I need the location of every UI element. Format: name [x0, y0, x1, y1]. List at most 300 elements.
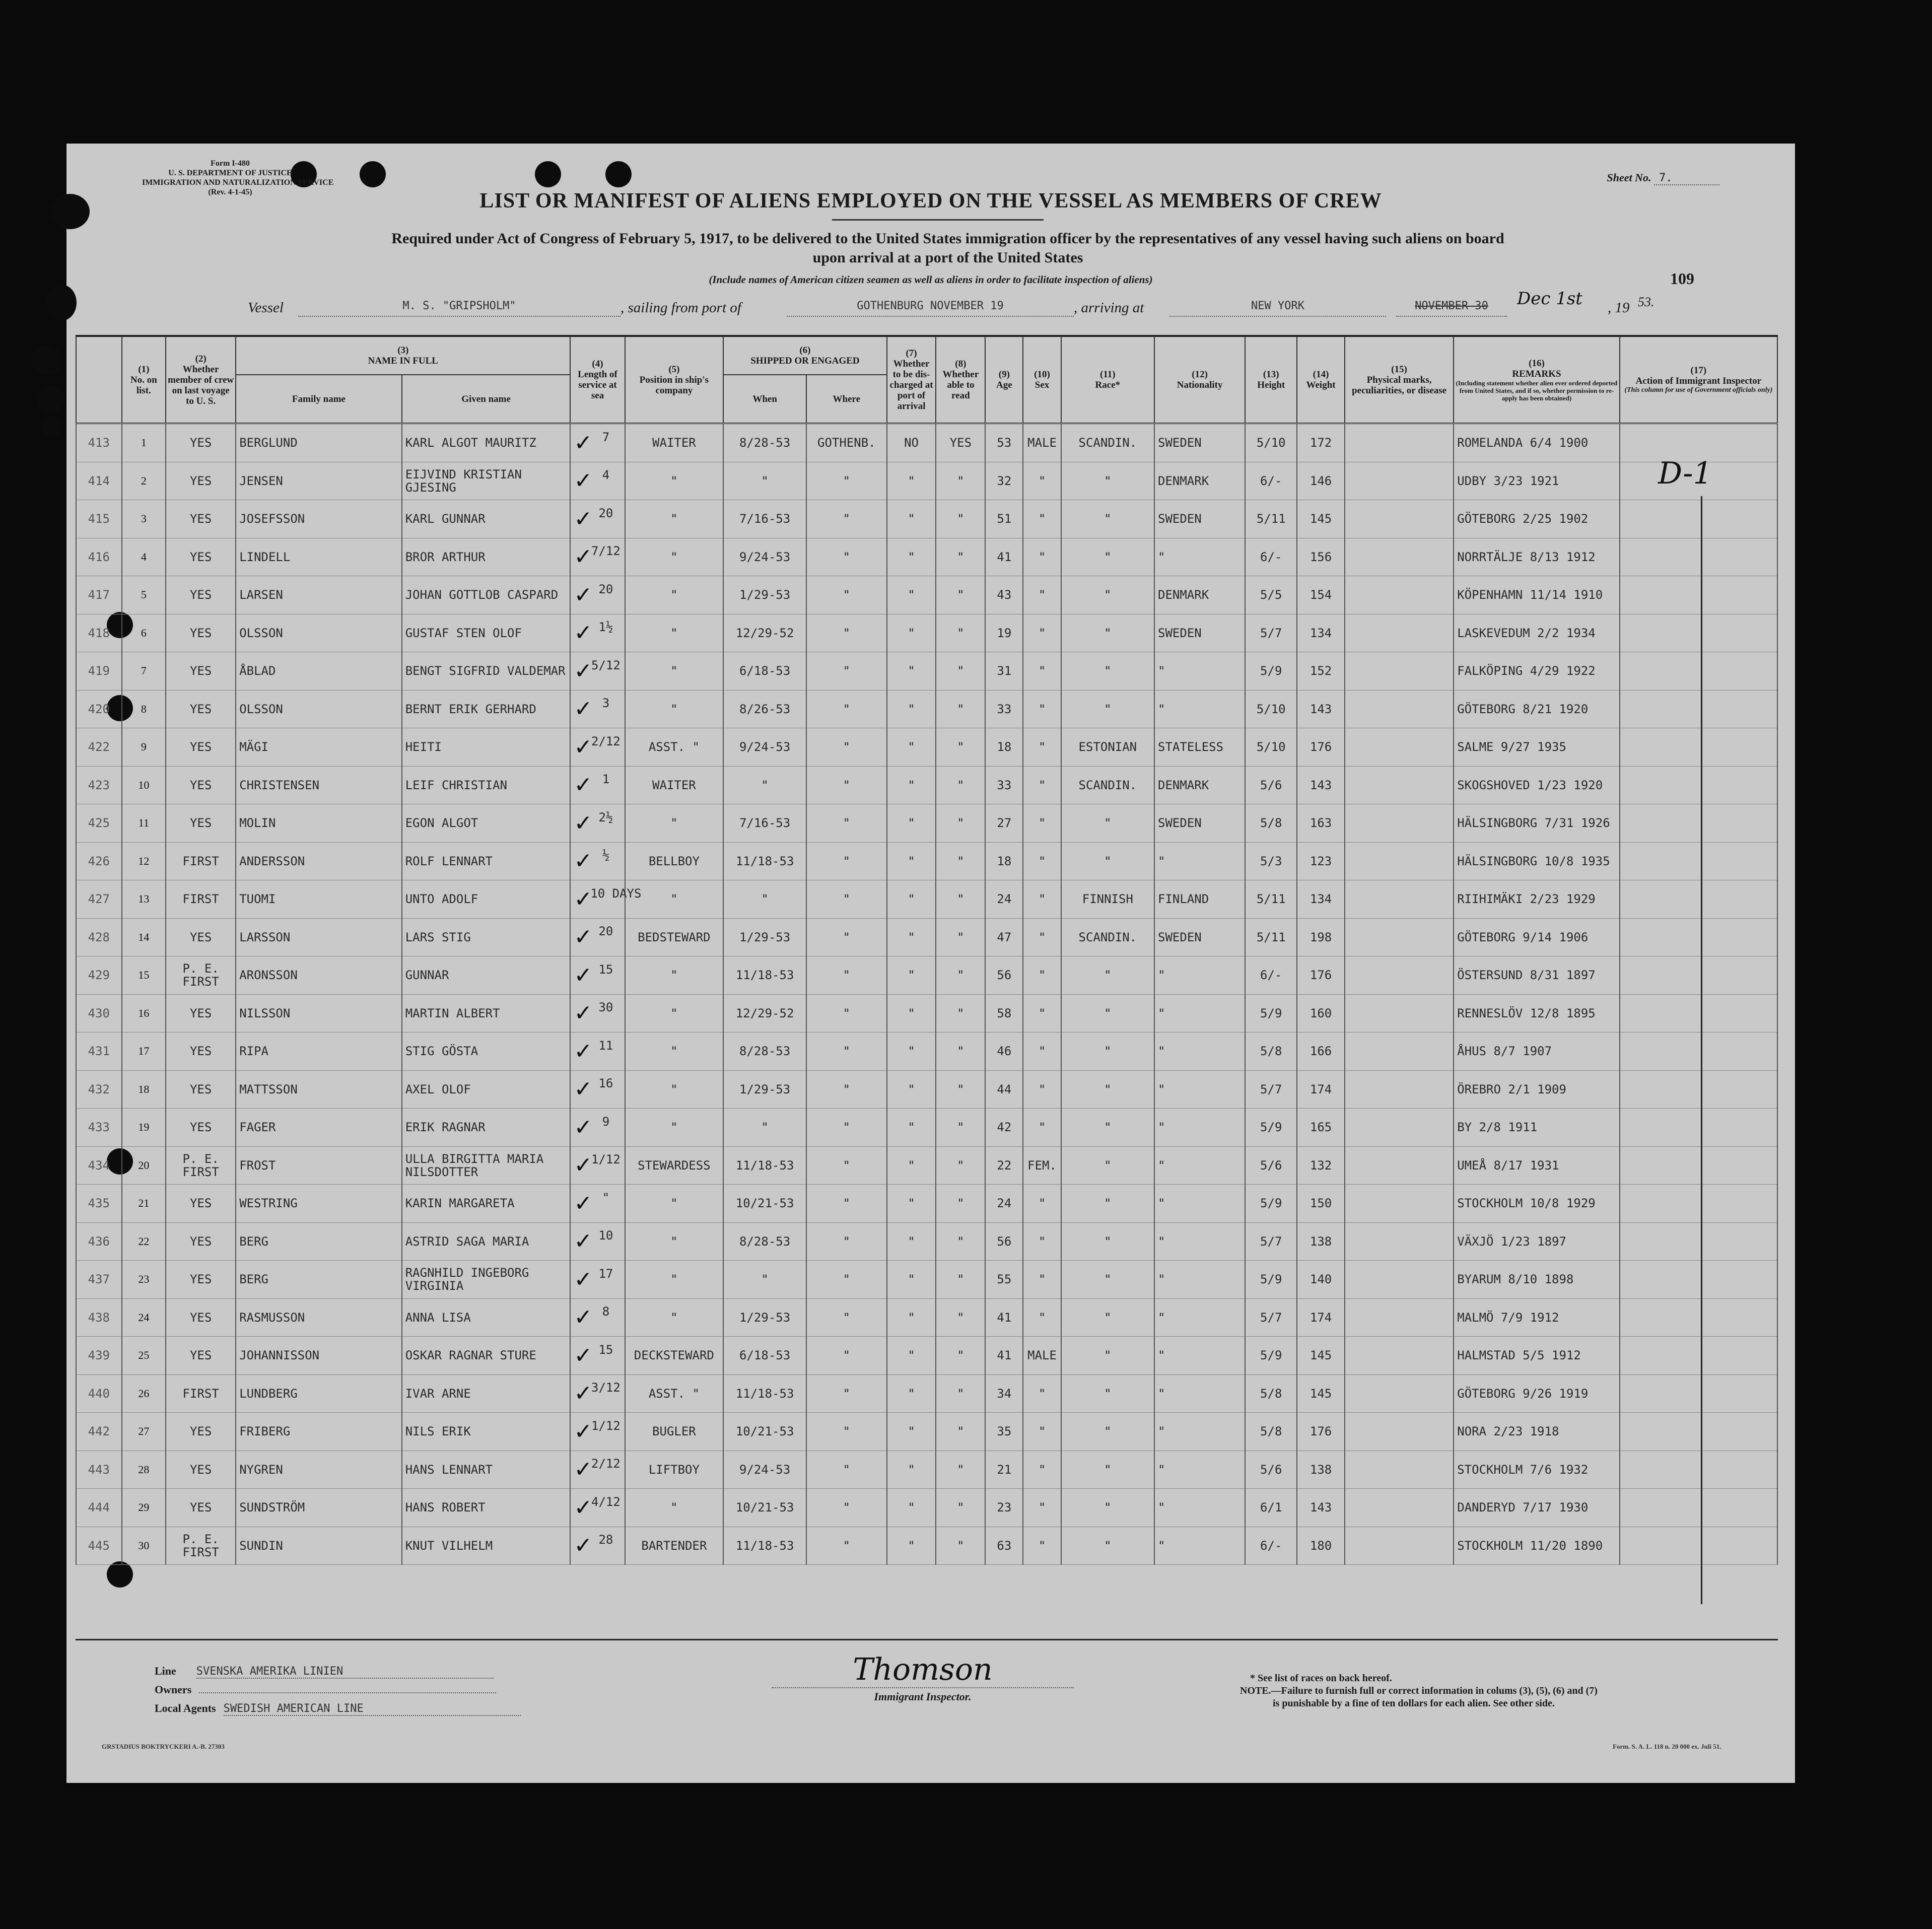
- nationality-cell: ": [1154, 1527, 1245, 1565]
- discharged-cell: NO: [887, 424, 936, 462]
- inspector-action-cell: [1620, 1222, 1777, 1261]
- inspector-action-cell: [1620, 918, 1777, 956]
- age-cell: 27: [985, 804, 1023, 843]
- crew-status-cell: YES: [166, 766, 236, 804]
- punch-hole: [40, 416, 61, 437]
- position-cell: ": [625, 1032, 724, 1071]
- shipped-when-cell: 10/21-53: [723, 1413, 806, 1451]
- weight-cell: 198: [1297, 918, 1345, 956]
- age-cell: 24: [985, 1185, 1023, 1223]
- shipped-when-cell: 9/24-53: [723, 728, 806, 767]
- col-2-header: (2) Whether member of crew on last voyage to U. S.: [166, 337, 236, 424]
- height-cell: 6/-: [1245, 956, 1297, 995]
- nationality-cell: ": [1154, 842, 1245, 880]
- list-number-cell: 18: [122, 1070, 166, 1109]
- sheet-value: 7.: [1654, 172, 1719, 185]
- physical-marks-cell: [1345, 1489, 1454, 1527]
- family-name-cell: LARSSON: [236, 918, 402, 956]
- table-row: [76, 690, 1777, 728]
- nationality-cell: DENMARK: [1154, 462, 1245, 500]
- family-name-cell: MATTSSON: [236, 1070, 402, 1109]
- given-name-cell: KARIN MARGARETA: [402, 1185, 571, 1223]
- height-cell: 5/9: [1245, 1337, 1297, 1375]
- shipped-where-cell: ": [806, 1451, 887, 1489]
- crew-manifest-table: [76, 335, 1778, 1640]
- table-row: [76, 576, 1777, 614]
- remarks-cell: HALMSTAD 5/5 1912: [1454, 1337, 1620, 1375]
- col-14-header: (14) Weight: [1297, 337, 1345, 424]
- remarks-cell: BY 2/8 1911: [1454, 1109, 1620, 1147]
- given-name-cell: HANS ROBERT: [402, 1489, 571, 1527]
- remarks-cell: DANDERYD 7/17 1930: [1454, 1489, 1620, 1527]
- serial-number-cell: 423: [76, 766, 122, 804]
- race-cell: ": [1061, 1185, 1154, 1223]
- inspector-action-cell: [1620, 956, 1777, 995]
- given-name-cell: GUSTAF STEN OLOF: [402, 614, 571, 652]
- given-name-header: Given name: [402, 375, 571, 424]
- able-to-read-cell: ": [936, 538, 985, 576]
- age-cell: 35: [985, 1413, 1023, 1451]
- sex-cell: ": [1023, 1298, 1061, 1337]
- race-cell: ": [1061, 538, 1154, 576]
- age-cell: 51: [985, 500, 1023, 538]
- given-name-cell: AXEL OLOF: [402, 1070, 571, 1109]
- given-name-cell: OSKAR RAGNAR STURE: [402, 1337, 571, 1375]
- check-mark-icon: ✓: [574, 772, 593, 798]
- height-cell: 5/5: [1245, 576, 1297, 614]
- sex-cell: ": [1023, 614, 1061, 652]
- list-number-cell: 8: [122, 690, 166, 728]
- discharged-cell: ": [887, 1261, 936, 1299]
- length-of-service-value: 10 DAYS: [590, 886, 642, 901]
- family-name-cell: ARONSSON: [236, 956, 402, 995]
- shipped-when-cell: 9/24-53: [723, 1451, 806, 1489]
- check-mark-icon: ✓: [574, 1228, 593, 1255]
- crew-status-cell: YES: [166, 804, 236, 843]
- height-cell: 5/10: [1245, 690, 1297, 728]
- weight-cell: 150: [1297, 1185, 1345, 1223]
- age-cell: 33: [985, 766, 1023, 804]
- agents-value: SWEDISH AMERICAN LINE: [224, 1702, 521, 1716]
- age-cell: 43: [985, 576, 1023, 614]
- position-cell: ": [625, 1185, 724, 1223]
- able-to-read-cell: ": [936, 462, 985, 500]
- list-number-cell: 2: [122, 462, 166, 500]
- owners-field: [155, 1683, 496, 1696]
- able-to-read-cell: ": [936, 1298, 985, 1337]
- check-mark-icon: ✓: [574, 810, 593, 836]
- length-of-service-cell: [570, 500, 625, 538]
- discharged-cell: ": [887, 1185, 936, 1223]
- race-cell: ": [1061, 500, 1154, 538]
- discharged-cell: ": [887, 766, 936, 804]
- serial-number-cell: 422: [76, 728, 122, 767]
- list-number-cell: 5: [122, 576, 166, 614]
- remarks-cell: SKOGSHOVED 1/23 1920: [1454, 766, 1620, 804]
- discharged-cell: ": [887, 918, 936, 956]
- weight-cell: 174: [1297, 1298, 1345, 1337]
- table-row: [76, 462, 1777, 500]
- table-row: [76, 1222, 1777, 1261]
- serial-number-cell: 439: [76, 1337, 122, 1375]
- crew-status-cell: YES: [166, 538, 236, 576]
- serial-column-header: [76, 337, 122, 424]
- check-mark-icon: ✓: [574, 1457, 593, 1483]
- inspector-action-cell: [1620, 500, 1777, 538]
- length-of-service-value: 20: [598, 924, 613, 939]
- check-mark-icon: ✓: [574, 1000, 593, 1026]
- age-cell: 58: [985, 994, 1023, 1032]
- weight-cell: 143: [1297, 766, 1345, 804]
- shipped-where-cell: ": [806, 842, 887, 880]
- able-to-read-cell: ": [936, 1185, 985, 1223]
- inspector-action-cell: [1620, 880, 1777, 919]
- nationality-cell: ": [1154, 1337, 1245, 1375]
- family-name-cell: RASMUSSON: [236, 1298, 402, 1337]
- height-cell: 5/6: [1245, 1451, 1297, 1489]
- able-to-read-cell: ": [936, 880, 985, 919]
- length-of-service-value: 5/12: [591, 658, 620, 672]
- discharged-cell: ": [887, 500, 936, 538]
- weight-cell: 146: [1297, 462, 1345, 500]
- punch-hole: [535, 161, 561, 187]
- length-of-service-value: 7/12: [591, 544, 620, 559]
- table-row: [76, 1185, 1777, 1223]
- physical-marks-cell: [1345, 614, 1454, 652]
- position-cell: ": [625, 1298, 724, 1337]
- family-name-cell: BERG: [236, 1222, 402, 1261]
- list-number-cell: 16: [122, 994, 166, 1032]
- shipped-where-cell: ": [806, 614, 887, 652]
- discharged-cell: ": [887, 842, 936, 880]
- table-row: [76, 500, 1777, 538]
- check-mark-icon: ✓: [574, 468, 593, 494]
- remarks-cell: UMEÅ 8/17 1931: [1454, 1146, 1620, 1185]
- nationality-cell: ": [1154, 1413, 1245, 1451]
- given-name-cell: KNUT VILHELM: [402, 1527, 571, 1565]
- crew-status-cell: YES: [166, 500, 236, 538]
- nationality-cell: FINLAND: [1154, 880, 1245, 919]
- discharged-cell: ": [887, 1298, 936, 1337]
- given-name-cell: RAGNHILD INGEBORG VIRGINIA: [402, 1261, 571, 1299]
- height-cell: 6/1: [1245, 1489, 1297, 1527]
- length-of-service-value: 4: [602, 468, 610, 483]
- length-of-service-value: 15: [598, 1342, 613, 1357]
- arriving-label: , arriving at: [1074, 300, 1144, 316]
- sex-cell: ": [1023, 956, 1061, 995]
- col-3-header: (3) NAME IN FULL: [236, 337, 570, 375]
- able-to-read-cell: ": [936, 1070, 985, 1109]
- length-of-service-cell: [570, 1070, 625, 1109]
- race-cell: SCANDIN.: [1061, 424, 1154, 462]
- race-cell: FINNISH: [1061, 880, 1154, 919]
- able-to-read-cell: ": [936, 1374, 985, 1413]
- col-9-header: (9) Age: [985, 337, 1023, 424]
- race-cell: ": [1061, 576, 1154, 614]
- physical-marks-cell: [1345, 1451, 1454, 1489]
- discharged-cell: ": [887, 576, 936, 614]
- shipped-when-cell: 9/24-53: [723, 538, 806, 576]
- sex-cell: MALE: [1023, 1337, 1061, 1375]
- sex-cell: ": [1023, 538, 1061, 576]
- given-name-cell: UNTO ADOLF: [402, 880, 571, 919]
- shipped-where-cell: ": [806, 804, 887, 843]
- shipped-when-cell: ": [723, 1109, 806, 1147]
- table-row: [76, 1109, 1777, 1147]
- table-row: [76, 956, 1777, 995]
- discharged-cell: ": [887, 1413, 936, 1451]
- serial-number-cell: 428: [76, 918, 122, 956]
- remarks-cell: RENNESLÖV 12/8 1895: [1454, 994, 1620, 1032]
- able-to-read-cell: ": [936, 728, 985, 767]
- length-of-service-value: ": [602, 1190, 610, 1205]
- shipped-when-cell: 8/26-53: [723, 690, 806, 728]
- weight-cell: 163: [1297, 804, 1345, 843]
- sex-cell: ": [1023, 918, 1061, 956]
- height-cell: 5/7: [1245, 1222, 1297, 1261]
- punch-hole: [31, 345, 61, 375]
- family-name-cell: BERGLUND: [236, 424, 402, 462]
- list-number-cell: 22: [122, 1222, 166, 1261]
- serial-number-cell: 436: [76, 1222, 122, 1261]
- subtitle-line-1: Required under Act of Congress of February 5, 1917, to be delivered to the United States immigration officer by the representatives of any vessel having such aliens on board: [391, 230, 1504, 247]
- family-name-cell: ÅBLAD: [236, 652, 402, 691]
- sailing-label: , sailing from port of: [620, 300, 741, 316]
- crew-status-cell: YES: [166, 1070, 236, 1109]
- shipped-where-cell: ": [806, 462, 887, 500]
- position-cell: ": [625, 994, 724, 1032]
- race-cell: ": [1061, 462, 1154, 500]
- nationality-cell: ": [1154, 538, 1245, 576]
- age-cell: 23: [985, 1489, 1023, 1527]
- discharged-cell: ": [887, 462, 936, 500]
- physical-marks-cell: [1345, 842, 1454, 880]
- family-name-cell: NILSSON: [236, 994, 402, 1032]
- col-15-header: (15) Physical marks, peculiarities, or disease: [1345, 337, 1454, 424]
- crew-status-cell: YES: [166, 652, 236, 691]
- race-cell: ": [1061, 1261, 1154, 1299]
- sex-cell: ": [1023, 1413, 1061, 1451]
- family-name-cell: FRIBERG: [236, 1413, 402, 1451]
- length-of-service-value: 1: [602, 772, 610, 787]
- serial-number-cell: 432: [76, 1070, 122, 1109]
- position-cell: ASST. ": [625, 1374, 724, 1413]
- length-of-service-cell: [570, 462, 625, 500]
- race-cell: ": [1061, 1032, 1154, 1071]
- length-of-service-value: 17: [598, 1266, 613, 1281]
- length-of-service-cell: [570, 1374, 625, 1413]
- length-of-service-value: 20: [598, 506, 613, 520]
- shipped-where-cell: ": [806, 576, 887, 614]
- family-name-cell: LARSEN: [236, 576, 402, 614]
- signature-role: Immigrant Inspector.: [772, 1687, 1074, 1703]
- list-number-cell: 10: [122, 766, 166, 804]
- shipped-when-cell: 10/21-53: [723, 1185, 806, 1223]
- nationality-cell: ": [1154, 1146, 1245, 1185]
- shipped-where-cell: ": [806, 956, 887, 995]
- vessel-info: [66, 289, 1795, 325]
- shipped-when-cell: 8/28-53: [723, 1222, 806, 1261]
- col-17-header: (17) Action of Immigrant Inspector (This column for use of Government officials only): [1620, 337, 1777, 424]
- inspector-action-cell: [1620, 1413, 1777, 1451]
- check-mark-icon: ✓: [574, 1381, 593, 1407]
- inspector-action-cell: [1620, 1109, 1777, 1147]
- revision: (Rev. 4-1-45): [208, 188, 252, 196]
- age-cell: 46: [985, 1032, 1023, 1071]
- age-cell: 18: [985, 842, 1023, 880]
- sex-cell: ": [1023, 804, 1061, 843]
- serial-number-cell: 415: [76, 500, 122, 538]
- sailing-port: GOTHENBURG NOVEMBER 19: [787, 300, 1074, 317]
- age-cell: 22: [985, 1146, 1023, 1185]
- table-row: [76, 1451, 1777, 1489]
- race-cell: ": [1061, 1489, 1154, 1527]
- age-cell: 32: [985, 462, 1023, 500]
- position-cell: ASST. ": [625, 728, 724, 767]
- age-cell: 18: [985, 728, 1023, 767]
- physical-marks-cell: [1345, 424, 1454, 462]
- family-name-cell: JOSEFSSON: [236, 500, 402, 538]
- race-cell: ": [1061, 1146, 1154, 1185]
- family-name-cell: OLSSON: [236, 614, 402, 652]
- discharged-cell: ": [887, 728, 936, 767]
- shipped-when-cell: 1/29-53: [723, 576, 806, 614]
- length-of-service-value: 9: [602, 1114, 610, 1129]
- family-name-cell: OLSSON: [236, 690, 402, 728]
- inspector-action-cell: [1620, 1374, 1777, 1413]
- manifest-grid: [76, 337, 1778, 1565]
- age-cell: 33: [985, 690, 1023, 728]
- inspector-action-cell: [1620, 1298, 1777, 1337]
- inspector-action-cell: [1620, 994, 1777, 1032]
- check-mark-icon: ✓: [574, 924, 593, 950]
- agents-field: [155, 1702, 521, 1716]
- shipped-where-cell: ": [806, 1146, 887, 1185]
- form-number: Form I-480: [211, 159, 250, 168]
- list-number-cell: 23: [122, 1261, 166, 1299]
- list-number-cell: 29: [122, 1489, 166, 1527]
- table-row: [76, 652, 1777, 691]
- col-10-header: (10) Sex: [1023, 337, 1061, 424]
- weight-cell: 145: [1297, 1374, 1345, 1413]
- family-name-cell: CHRISTENSEN: [236, 766, 402, 804]
- physical-marks-cell: [1345, 1070, 1454, 1109]
- family-name-cell: ANDERSSON: [236, 842, 402, 880]
- discharged-cell: ": [887, 1070, 936, 1109]
- family-name-cell: SUNDIN: [236, 1527, 402, 1565]
- length-of-service-cell: [570, 614, 625, 652]
- family-name-cell: MÄGI: [236, 728, 402, 767]
- crew-status-cell: P. E. FIRST: [166, 1146, 236, 1185]
- serial-number-cell: 435: [76, 1185, 122, 1223]
- position-cell: BUGLER: [625, 1413, 724, 1451]
- nationality-cell: ": [1154, 1185, 1245, 1223]
- form-code: Form. S. A. L. 118 n. 20 000 ex. Juli 51.: [1613, 1743, 1721, 1750]
- weight-cell: 143: [1297, 690, 1345, 728]
- list-number-cell: 6: [122, 614, 166, 652]
- physical-marks-cell: [1345, 1146, 1454, 1185]
- position-cell: ": [625, 1261, 724, 1299]
- nationality-cell: ": [1154, 1032, 1245, 1071]
- line-label: Line: [155, 1665, 176, 1677]
- crew-status-cell: YES: [166, 1489, 236, 1527]
- check-mark-icon: ✓: [574, 962, 593, 988]
- length-of-service-value: 16: [598, 1076, 613, 1091]
- table-row: [76, 880, 1777, 919]
- crew-status-cell: YES: [166, 1337, 236, 1375]
- check-mark-icon: ✓: [574, 582, 593, 608]
- sex-cell: ": [1023, 1109, 1061, 1147]
- height-cell: 5/8: [1245, 1413, 1297, 1451]
- inspector-mark: D-1: [1658, 456, 1712, 491]
- serial-number-cell: 433: [76, 1109, 122, 1147]
- length-of-service-cell: [570, 1489, 625, 1527]
- length-of-service-value: 1½: [598, 620, 613, 635]
- owners-label: Owners: [155, 1683, 192, 1696]
- able-to-read-cell: ": [936, 1222, 985, 1261]
- able-to-read-cell: ": [936, 500, 985, 538]
- remarks-cell: GÖTEBORG 9/26 1919: [1454, 1374, 1620, 1413]
- age-cell: 44: [985, 1070, 1023, 1109]
- subtitle: [167, 229, 1729, 267]
- height-cell: 5/7: [1245, 1070, 1297, 1109]
- check-mark-icon: ✓: [574, 430, 593, 456]
- department: U. S. DEPARTMENT OF JUSTICE: [168, 169, 292, 177]
- weight-cell: 172: [1297, 424, 1345, 462]
- race-cell: ": [1061, 1222, 1154, 1261]
- race-cell: ": [1061, 1109, 1154, 1147]
- given-name-cell: BERNT ERIK GERHARD: [402, 690, 571, 728]
- shipped-where-cell: ": [806, 1070, 887, 1109]
- height-cell: 6/-: [1245, 462, 1297, 500]
- serial-number-cell: 419: [76, 652, 122, 691]
- discharged-cell: ": [887, 1222, 936, 1261]
- height-cell: 5/9: [1245, 994, 1297, 1032]
- length-of-service-cell: [570, 1109, 625, 1147]
- discharged-cell: ": [887, 880, 936, 919]
- crew-status-cell: YES: [166, 1261, 236, 1299]
- col-5-header: (5) Position in ship's company: [625, 337, 724, 424]
- shipped-when-cell: ": [723, 880, 806, 919]
- sex-cell: ": [1023, 1261, 1061, 1299]
- list-number-cell: 21: [122, 1185, 166, 1223]
- serial-number-cell: 430: [76, 994, 122, 1032]
- length-of-service-cell: [570, 1451, 625, 1489]
- sex-cell: ": [1023, 1070, 1061, 1109]
- length-of-service-value: 10: [598, 1228, 613, 1243]
- physical-marks-cell: [1345, 728, 1454, 767]
- length-of-service-cell: [570, 918, 625, 956]
- sex-cell: ": [1023, 576, 1061, 614]
- table-row: [76, 1337, 1777, 1375]
- shipped-when-cell: 7/16-53: [723, 804, 806, 843]
- list-number-cell: 17: [122, 1032, 166, 1071]
- list-number-cell: 26: [122, 1374, 166, 1413]
- remarks-cell: HÄLSINGBORG 7/31 1926: [1454, 804, 1620, 843]
- list-number-cell: 4: [122, 538, 166, 576]
- length-of-service-cell: [570, 766, 625, 804]
- printer-credit: GRSTADIUS BOKTRYCKERI A.-B. 27303: [102, 1743, 225, 1750]
- table-row: [76, 918, 1777, 956]
- shipped-where-cell: ": [806, 1222, 887, 1261]
- sex-cell: FEM.: [1023, 1146, 1061, 1185]
- family-name-cell: RIPA: [236, 1032, 402, 1071]
- when-header: When: [723, 375, 806, 424]
- service-name: IMMIGRATION AND NATURALIZATION SERVICE: [142, 178, 334, 187]
- length-of-service-cell: [570, 576, 625, 614]
- discharged-cell: ": [887, 804, 936, 843]
- physical-marks-cell: [1345, 804, 1454, 843]
